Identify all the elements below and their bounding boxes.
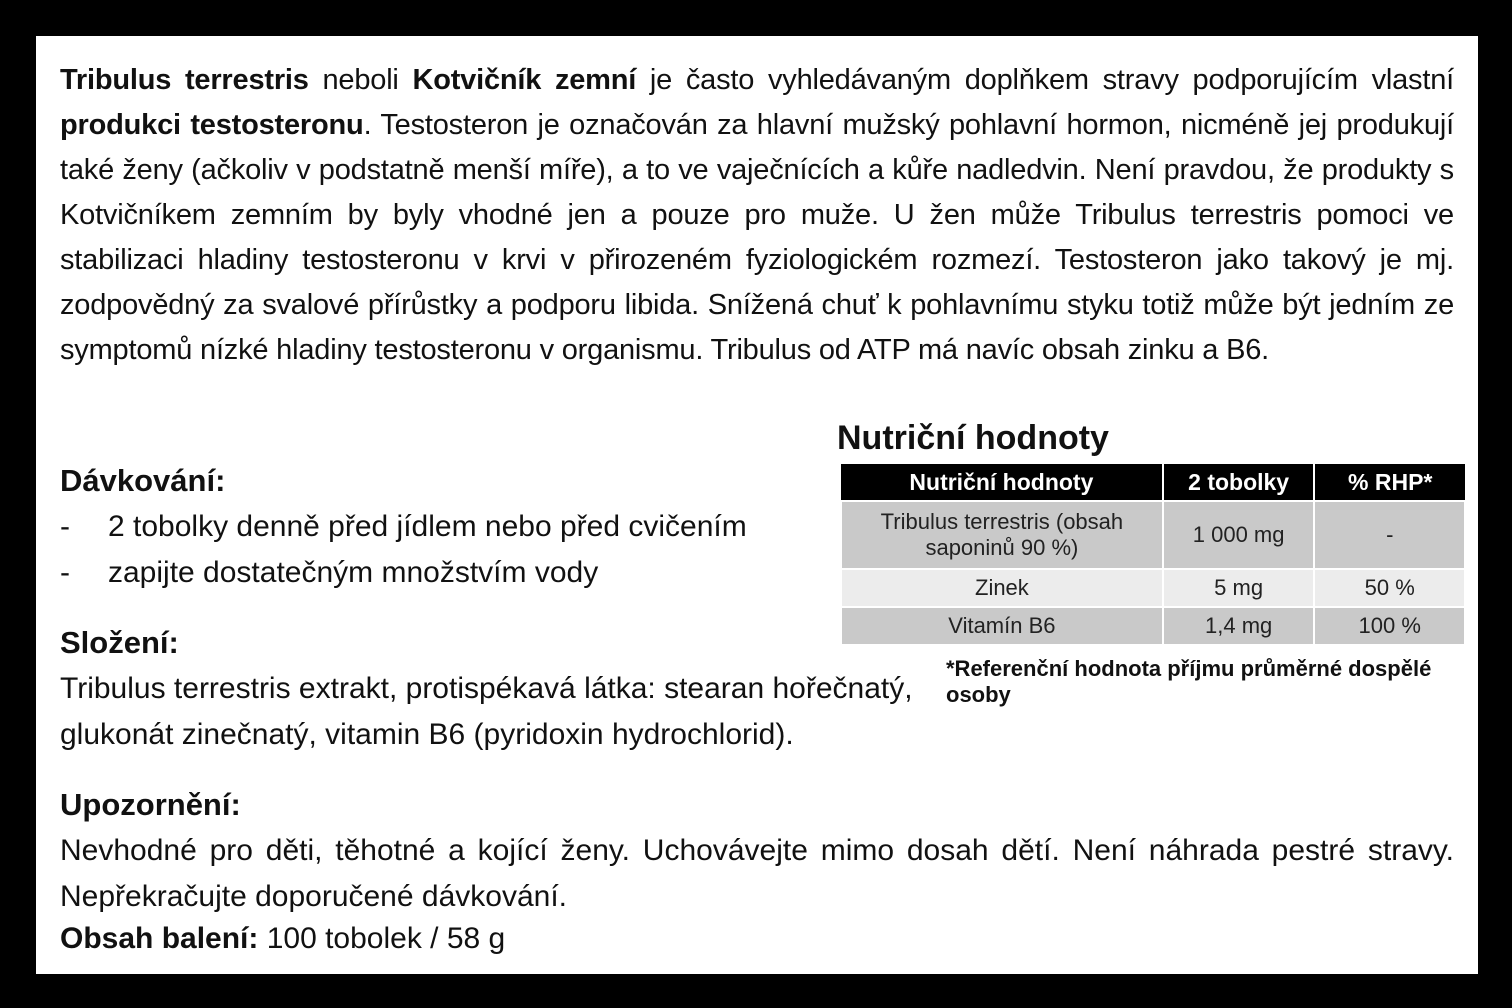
nutrition-header-row: [841, 464, 1465, 501]
intro-text-3: . Testosteron je označován za hlavní mužský pohlavní hormon, nicméně jej produkují také ženy (ačkoliv v podstatně menší míře), a to ve vaječnících a kůře nadledvin. Není pravdou, že produkty s Kotvičníkem zemním by byly vhodné jen a pouze pro muže. U žen může Tribulus terrestris pomoci ve stabilizaci hladiny testosteronu v krvi v přirozeném fyziologickém rozmezí. Testosteron jako takový je mj. zodpovědný za svalové přírůstky a podporu libida. Snížená chuť k pohlavnímu styku totiž může být jedním ze symptomů nízké hladiny testosteronu v organismu. Tribulus od ATP má navíc obsah zinku a B6.: [60, 109, 1454, 366]
table-row: [841, 569, 1465, 607]
nutrition-header-rhp: % RHP*: [1314, 464, 1465, 501]
dosage-list: [60, 504, 820, 596]
warning-title: Upozornění:: [60, 787, 241, 822]
intro-text-1: neboli: [308, 64, 413, 96]
nutrient-amount: 5 mg: [1163, 569, 1315, 607]
warning-section: [60, 782, 1454, 920]
warning-text: Nevhodné pro děti, těhotné a kojící ženy. Uchovávejte mimo dosah dětí. Není náhrada pestré stravy. Nepřekračujte doporučené dávkování.: [60, 834, 1454, 913]
label-panel: [36, 36, 1478, 974]
composition-text: Tribulus terrestris extrakt, protispékavá látka: stearan hořečnatý, glukonát zinečnatý, vitamin B6 (pyridoxin hydrochlorid).: [60, 672, 913, 751]
list-dash: -: [60, 556, 70, 589]
nutrient-name: Zinek: [841, 569, 1163, 607]
nutrient-amount: 1 000 mg: [1163, 501, 1315, 569]
package-value: 100 tobolek / 58 g: [258, 922, 506, 955]
nutrition-header-nutrient: Nutriční hodnoty: [841, 464, 1163, 501]
intro-paragraph: [60, 58, 1454, 373]
nutrition-header-dose: 2 tobolky: [1163, 464, 1315, 501]
composition-title: Složení:: [60, 625, 179, 660]
composition-section: [60, 620, 960, 758]
nutrition-title: Nutriční hodnoty: [837, 419, 1109, 457]
nutrient-name: Vitamín B6: [841, 607, 1163, 645]
nutrition-table: [840, 464, 1466, 646]
nutrient-rhp: -: [1314, 501, 1465, 569]
list-item-text: zapijte dostatečným množstvím vody: [108, 556, 599, 589]
nutrient-name: Tribulus terrestris (obsah saponinů 90 %): [841, 501, 1163, 569]
package-contents: [60, 916, 960, 962]
intro-text-2: je často vyhledávaným doplňkem stravy podporujícím vlastní: [636, 64, 1454, 96]
list-item: [60, 504, 820, 550]
nutrition-footnote: *Referenční hodnota příjmu průměrné dospělé osoby: [946, 656, 1432, 707]
intro-bold-claim: produkci testosteronu: [60, 109, 364, 141]
nutrient-rhp: 100 %: [1314, 607, 1465, 645]
dosage-title: Dávkování:: [60, 463, 226, 498]
nutrient-amount: 1,4 mg: [1163, 607, 1315, 645]
intro-bold-alt-name: Kotvičník zemní: [412, 64, 637, 96]
nutrient-rhp: 50 %: [1314, 569, 1465, 607]
list-item-text: 2 tobolky denně před jídlem nebo před cvičením: [108, 510, 747, 543]
package-label: Obsah balení:: [60, 922, 259, 955]
dosage-section: [60, 458, 820, 596]
table-row: [841, 501, 1465, 569]
list-item: [60, 550, 820, 596]
intro-bold-name: Tribulus terrestris: [60, 64, 309, 96]
list-dash: -: [60, 510, 70, 543]
